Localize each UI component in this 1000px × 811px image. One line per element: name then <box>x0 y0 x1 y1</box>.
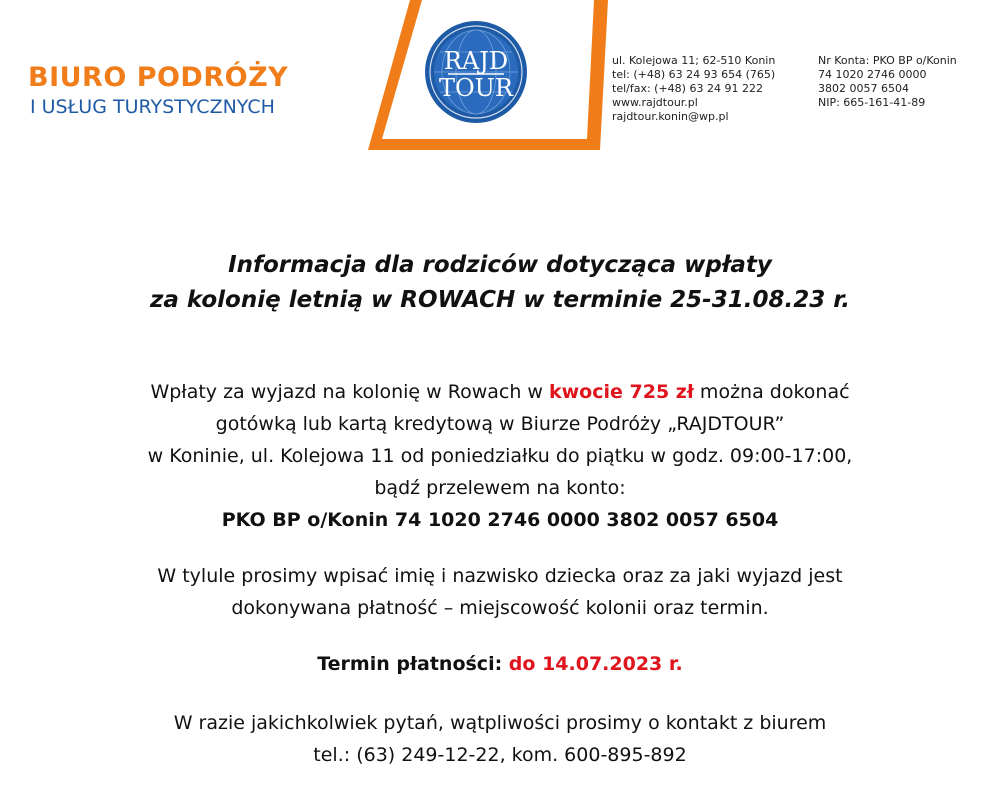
title-line-2: za kolonię letnią w ROWACH w terminie 25-31.08.23 r. <box>149 287 851 313</box>
bank-account-part1: 74 1020 2746 0000 <box>818 68 927 81</box>
note-line-2: dokonywana płatność – miejscowość kolonii oraz termin. <box>231 597 769 619</box>
deadline-label: Termin płatności: <box>317 653 509 675</box>
payment-paragraph <box>0 376 1000 536</box>
office-phone: tel: (+48) 63 24 93 654 (765) <box>612 68 776 81</box>
bank-name: Nr Konta: PKO BP o/Konin <box>818 54 957 67</box>
payment-amount: kwocie 725 zł <box>548 381 694 403</box>
office-contact-block <box>612 54 775 124</box>
office-website[interactable]: www.rajdtour.pl <box>612 96 698 109</box>
logo-text-top: RAJD <box>443 47 509 75</box>
payment-deadline <box>0 648 1000 680</box>
bank-account-part2: 3802 0057 6504 <box>818 82 909 95</box>
transfer-note-paragraph <box>0 560 1000 624</box>
office-address: ul. Kolejowa 11; 62-510 Konin <box>612 54 776 67</box>
office-email[interactable]: rajdtour.konin@wp.pl <box>612 110 729 123</box>
payment-line-1: Wpłaty za wyjazd na kolonię w Rowach w kwocie 725 zł można dokonać <box>150 381 850 403</box>
tax-id: NIP: 665-161-41-89 <box>818 96 926 109</box>
note-line-1: W tylule prosimy wpisać imię i nazwisko dziecka oraz za jaki wyjazd jest <box>157 565 843 587</box>
payment-line-2: gotówką lub kartą kredytową w Biurze Podróży „RAJDTOUR” <box>215 413 785 435</box>
document-title <box>0 248 1000 318</box>
deadline-date: do 14.07.2023 r. <box>508 653 683 675</box>
brand-name: BIURO PODRÓŻY <box>28 62 289 93</box>
office-fax: tel/fax: (+48) 63 24 91 222 <box>612 82 763 95</box>
payment-line-3: w Koninie, ul. Kolejowa 11 od poniedziałku do piątku w godz. 09:00-17:00, <box>147 445 853 467</box>
brand-subtitle: I USŁUG TURYSTYCZNYCH <box>30 96 275 118</box>
contact-line-1: W razie jakichkolwiek pytań, wątpliwości prosimy o kontakt z biurem <box>173 712 827 734</box>
payment-line-4: bądź przelewem na konto: <box>374 477 626 499</box>
title-line-1: Informacja dla rodziców dotycząca wpłaty <box>228 252 772 278</box>
letterhead <box>0 0 1000 150</box>
logo-text-bottom: TOUR <box>439 74 513 102</box>
bank-account-number: PKO BP o/Konin 74 1020 2746 0000 3802 0057 6504 <box>221 509 779 531</box>
contact-line-2: tel.: (63) 249-12-22, kom. 600-895-892 <box>313 744 687 766</box>
bank-details-block <box>818 54 957 110</box>
rajdtour-logo <box>368 0 608 150</box>
contact-paragraph <box>0 707 1000 771</box>
